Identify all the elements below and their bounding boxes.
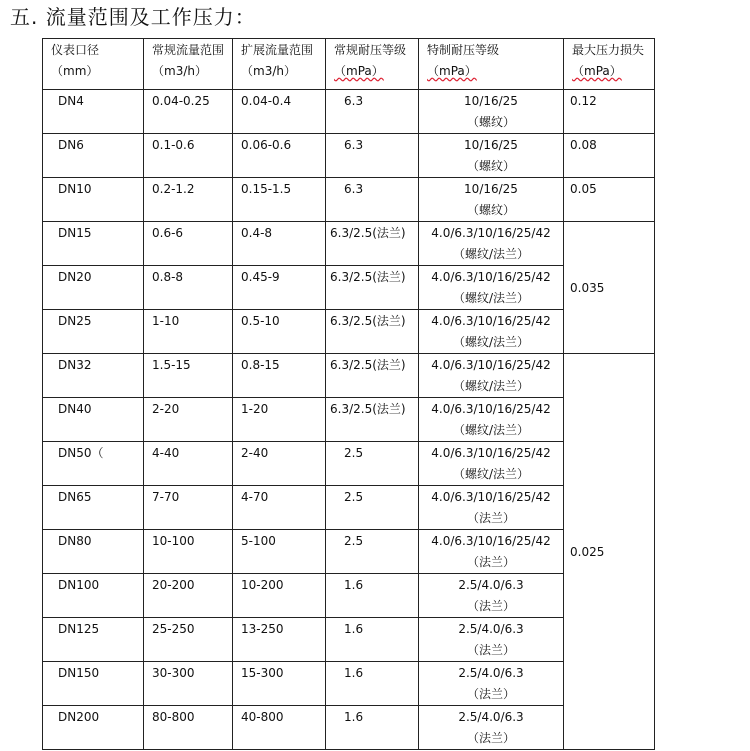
cell-special-pressure: 4.0/6.3/10/16/25/42 （螺纹/法兰） — [419, 354, 564, 398]
cell-extended-flow: 5-100 — [233, 530, 326, 574]
cell-standard-pressure: 2.5 — [326, 486, 419, 530]
cell-special-pressure: 10/16/25 （螺纹） — [419, 134, 564, 178]
cell-extended-flow: 0.06-0.6 — [233, 134, 326, 178]
cell-standard-pressure: 6.3 — [326, 134, 419, 178]
cell-standard-pressure: 6.3/2.5(法兰) — [326, 354, 419, 398]
cell-normal-flow: 1-10 — [144, 310, 233, 354]
cell-standard-pressure: 6.3 — [326, 178, 419, 222]
cell-diameter: DN125 — [43, 618, 144, 662]
cell-standard-pressure: 6.3/2.5(法兰) — [326, 266, 419, 310]
cell-diameter: DN50（ — [43, 442, 144, 486]
table-row — [43, 310, 655, 354]
cell-normal-flow: 30-300 — [144, 662, 233, 706]
cell-max-loss: 0.12 — [564, 90, 655, 134]
cell-max-loss: 0.05 — [564, 178, 655, 222]
cell-diameter: DN6 — [43, 134, 144, 178]
table-row — [43, 574, 655, 618]
table-row — [43, 134, 655, 178]
cell-extended-flow: 15-300 — [233, 662, 326, 706]
cell-special-pressure: 2.5/4.0/6.3 （法兰） — [419, 662, 564, 706]
cell-standard-pressure: 1.6 — [326, 618, 419, 662]
cell-standard-pressure: 1.6 — [326, 574, 419, 618]
cell-standard-pressure: 6.3 — [326, 90, 419, 134]
cell-standard-pressure: 2.5 — [326, 442, 419, 486]
cell-max-loss: 0.08 — [564, 134, 655, 178]
cell-diameter: DN10 — [43, 178, 144, 222]
cell-normal-flow: 4-40 — [144, 442, 233, 486]
cell-max-loss: 0.035 — [564, 222, 655, 354]
table-row — [43, 222, 655, 266]
cell-extended-flow: 0.8-15 — [233, 354, 326, 398]
header-extended-flow: 扩展流量范围 （m3/h） — [233, 39, 326, 90]
table-body — [43, 90, 655, 750]
cell-extended-flow: 1-20 — [233, 398, 326, 442]
table-header-row — [43, 39, 655, 90]
table-row — [43, 90, 655, 134]
cell-special-pressure: 2.5/4.0/6.3 （法兰） — [419, 706, 564, 750]
cell-normal-flow: 1.5-15 — [144, 354, 233, 398]
cell-standard-pressure: 2.5 — [326, 530, 419, 574]
cell-normal-flow: 0.04-0.25 — [144, 90, 233, 134]
header-diameter: 仪表口径 （mm） — [43, 39, 144, 90]
cell-extended-flow: 0.45-9 — [233, 266, 326, 310]
table-row — [43, 530, 655, 574]
cell-extended-flow: 10-200 — [233, 574, 326, 618]
cell-standard-pressure: 6.3/2.5(法兰) — [326, 398, 419, 442]
cell-normal-flow: 0.8-8 — [144, 266, 233, 310]
cell-extended-flow: 13-250 — [233, 618, 326, 662]
cell-normal-flow: 0.6-6 — [144, 222, 233, 266]
header-max-loss: 最大压力损失 （mPa） — [564, 39, 655, 90]
cell-special-pressure: 10/16/25 （螺纹） — [419, 90, 564, 134]
cell-special-pressure: 4.0/6.3/10/16/25/42 （螺纹/法兰） — [419, 442, 564, 486]
table-row — [43, 354, 655, 398]
table-row — [43, 398, 655, 442]
header-standard-pressure: 常规耐压等级 （mPa） — [326, 39, 419, 90]
cell-diameter: DN80 — [43, 530, 144, 574]
cell-normal-flow: 20-200 — [144, 574, 233, 618]
cell-special-pressure: 4.0/6.3/10/16/25/42 （螺纹/法兰） — [419, 398, 564, 442]
cell-normal-flow: 0.2-1.2 — [144, 178, 233, 222]
table-row — [43, 706, 655, 750]
cell-diameter: DN25 — [43, 310, 144, 354]
table-row — [43, 266, 655, 310]
cell-extended-flow: 0.4-8 — [233, 222, 326, 266]
cell-standard-pressure: 1.6 — [326, 706, 419, 750]
cell-special-pressure: 2.5/4.0/6.3 （法兰） — [419, 574, 564, 618]
cell-special-pressure: 4.0/6.3/10/16/25/42 （螺纹/法兰） — [419, 310, 564, 354]
table-row — [43, 486, 655, 530]
cell-standard-pressure: 6.3/2.5(法兰) — [326, 310, 419, 354]
cell-standard-pressure: 1.6 — [326, 662, 419, 706]
header-special-pressure: 特制耐压等级 （mPa） — [419, 39, 564, 90]
table-row — [43, 178, 655, 222]
cell-diameter: DN15 — [43, 222, 144, 266]
cell-extended-flow: 0.04-0.4 — [233, 90, 326, 134]
cell-normal-flow: 80-800 — [144, 706, 233, 750]
cell-extended-flow: 40-800 — [233, 706, 326, 750]
cell-special-pressure: 2.5/4.0/6.3 （法兰） — [419, 618, 564, 662]
cell-max-loss: 0.025 — [564, 354, 655, 750]
cell-normal-flow: 25-250 — [144, 618, 233, 662]
cell-diameter: DN40 — [43, 398, 144, 442]
cell-normal-flow: 10-100 — [144, 530, 233, 574]
cell-diameter: DN65 — [43, 486, 144, 530]
table-row — [43, 662, 655, 706]
flow-range-table — [42, 38, 655, 750]
cell-extended-flow: 0.5-10 — [233, 310, 326, 354]
cell-diameter: DN32 — [43, 354, 144, 398]
cell-special-pressure: 4.0/6.3/10/16/25/42 （螺纹/法兰） — [419, 266, 564, 310]
cell-diameter: DN4 — [43, 90, 144, 134]
cell-standard-pressure: 6.3/2.5(法兰) — [326, 222, 419, 266]
table-row — [43, 442, 655, 486]
cell-diameter: DN150 — [43, 662, 144, 706]
cell-diameter: DN20 — [43, 266, 144, 310]
cell-diameter: DN200 — [43, 706, 144, 750]
section-heading: 五. 流量范围及工作压力： — [10, 5, 256, 29]
cell-normal-flow: 2-20 — [144, 398, 233, 442]
cell-special-pressure: 4.0/6.3/10/16/25/42 （螺纹/法兰） — [419, 222, 564, 266]
cell-normal-flow: 0.1-0.6 — [144, 134, 233, 178]
cell-extended-flow: 4-70 — [233, 486, 326, 530]
cell-diameter: DN100 — [43, 574, 144, 618]
cell-special-pressure: 4.0/6.3/10/16/25/42 （法兰） — [419, 530, 564, 574]
cell-normal-flow: 7-70 — [144, 486, 233, 530]
table-row — [43, 618, 655, 662]
cell-special-pressure: 4.0/6.3/10/16/25/42 （法兰） — [419, 486, 564, 530]
header-normal-flow: 常规流量范围 （m3/h） — [144, 39, 233, 90]
cell-special-pressure: 10/16/25 （螺纹） — [419, 178, 564, 222]
cell-extended-flow: 0.15-1.5 — [233, 178, 326, 222]
cell-extended-flow: 2-40 — [233, 442, 326, 486]
